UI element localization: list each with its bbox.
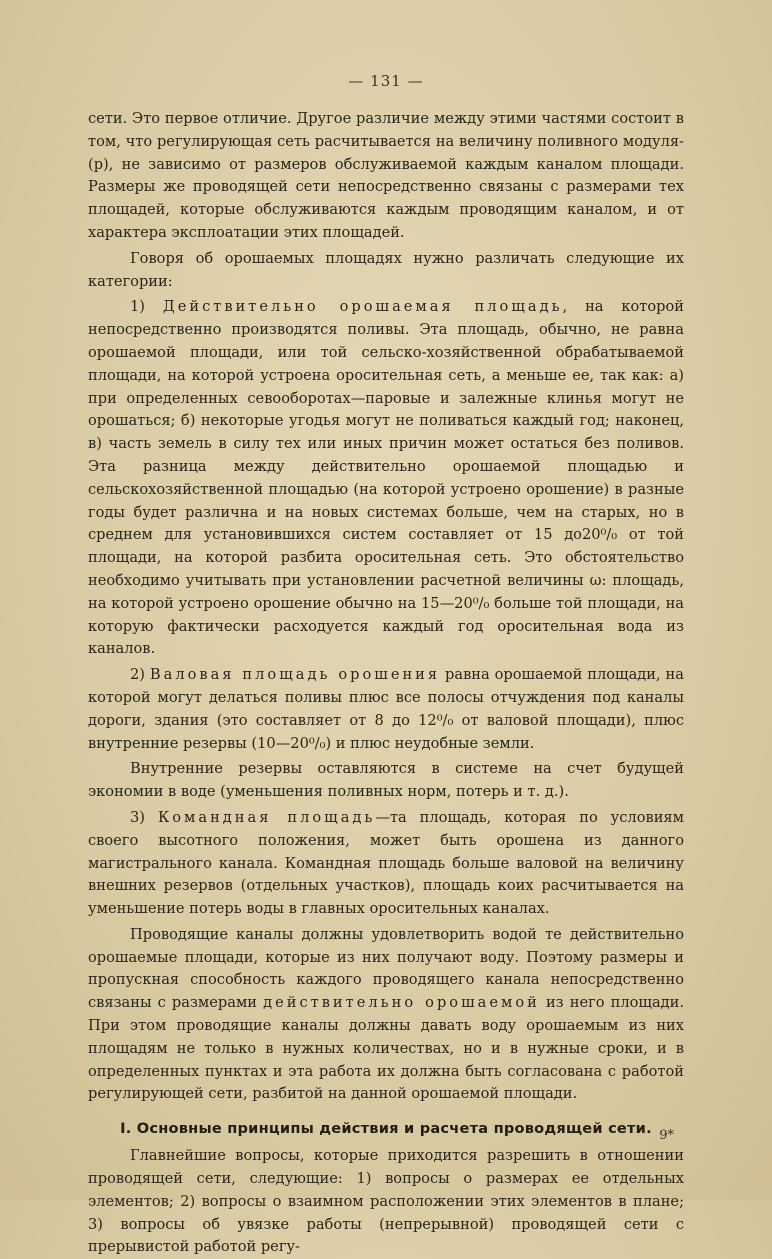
paragraph-7-text-end: из него площади. При этом проводящие каналы должны давать воду орошаемым из них площадям не только в нужных количествах, но и в нужные сроки, и в определенных пунктах и эта работа их должна быть согласована с работой регулирующей сети, разбитой на данной орошаемой площади. bbox=[88, 994, 684, 1103]
paragraph-2 bbox=[88, 248, 684, 294]
paragraph-2-text: Говоря об орошаемых площадях нужно различать следующие их категории: bbox=[88, 249, 684, 290]
section-paragraph bbox=[88, 1145, 684, 1259]
paragraph-6-text: —та площадь, которая по условиям своего высотного положения, может быть орошена из данного магистрального канала. Командная площадь больше валовой на величину внешних резервов (отдельных участков), площадь коих расчитывается на уменьшение потерь воды в главных оросительных каналах. bbox=[88, 808, 684, 918]
body-text bbox=[88, 108, 684, 1259]
paragraph-7-text-start: Проводящие каналы должны удовлетворить водой те действительно орошаемые площади, которые из них получают воду. Поэтому размеры и пропускная способность каждого проводящего канала непосредственно связаны с размерами bbox=[88, 925, 684, 1012]
paragraph-3-text: , на которой непосредственно производятся поливы. Эта площадь, обычно, не равна орошаемой площади, или той сельско-хозяйственной обрабатываемой площади, на которой устроена оросительная сеть, а меньше ее, так как: а) при определенных севооборотах—паровые и залежные клинья могут не орошаться; б) некоторые угодья могут не поливаться каждый год; наконец, в) часть земель в силу тех или иных причин может остаться без поливов. Эта разница между действительно орошаемой площадью и сельскохозяйственной площадью (на которой устроено орошение) в разные годы будет различна и на новых системах больше, чем на старых, но в среднем для установившихся систем составляет от 15 до20⁰/₀ от той площади, на которой разбита оросительная сеть. Это обстоятельство необходимо учитывать при установлении расчетной величины ω: площадь, на которой устроено орошение обычно на 15—20⁰/₀ больше той площади, на которую фактически расходуется каждый год оросительная вода из каналов. bbox=[88, 298, 684, 658]
page-number: — 131 — bbox=[348, 72, 424, 90]
paragraph-1 bbox=[88, 108, 684, 245]
paragraph-4 bbox=[88, 664, 684, 755]
term-actually-irrigated: действительно орошаемой bbox=[263, 994, 540, 1012]
paragraph-6-number: 3) bbox=[130, 808, 158, 826]
paragraph-6 bbox=[88, 807, 684, 921]
section-heading: I. Основные принципы действия и расчета проводящей сети. bbox=[120, 1120, 652, 1138]
paragraph-3-number: 1) bbox=[130, 298, 163, 316]
paragraph-7 bbox=[88, 924, 684, 1106]
term-gross-irrigation-area: Валовая площадь орошения bbox=[149, 666, 441, 684]
paragraph-1-text: сети. Это первое отличие. Другое различие между этими частями состоит в том, что регулирующая сеть расчитывается на величину поливного модуля-(p), не зависимо от размеров обслуживаемой каждым каналом площади. Размеры же проводящей сети непосредственно связаны с размерами тех площадей, которые обслуживаются каждым проводящим каналом, и от характера эксплоатации этих площадей. bbox=[88, 110, 684, 241]
term-command-area: Командная площадь bbox=[157, 808, 376, 826]
signature-mark: 9* bbox=[659, 1128, 674, 1143]
paragraph-5 bbox=[88, 758, 684, 804]
term-actual-irrigated-area: Действительно орошаемая площадь bbox=[162, 298, 563, 316]
paragraph-5-text: Внутренние резервы оставляются в системе на счет будущей экономии в воде (уменьшения поливных норм, потерь и т. д.). bbox=[88, 760, 684, 801]
paragraph-4-number: 2) bbox=[130, 666, 150, 684]
paragraph-4-text: равна орошаемой площади, на которой могут делаться поливы плюс все полосы отчуждения под каналы дороги, здания (это составляет от 8 до 12⁰/₀ от валовой площади), плюс внутренние резервы (10—20⁰/₀) и плюс неудобные земли. bbox=[88, 666, 684, 752]
paragraph-3 bbox=[88, 296, 684, 661]
section-paragraph-text: Главнейшие вопросы, которые приходится разрешить в отношении проводящей сети, следующие: 1) вопросы о размерах ее отдельных элементов; 2) вопросы о взаимном расположении этих элементов в плане; 3) вопросы об увязке работы (непрерывной) проводящей сети с прерывистой работой регу- bbox=[88, 1147, 684, 1256]
